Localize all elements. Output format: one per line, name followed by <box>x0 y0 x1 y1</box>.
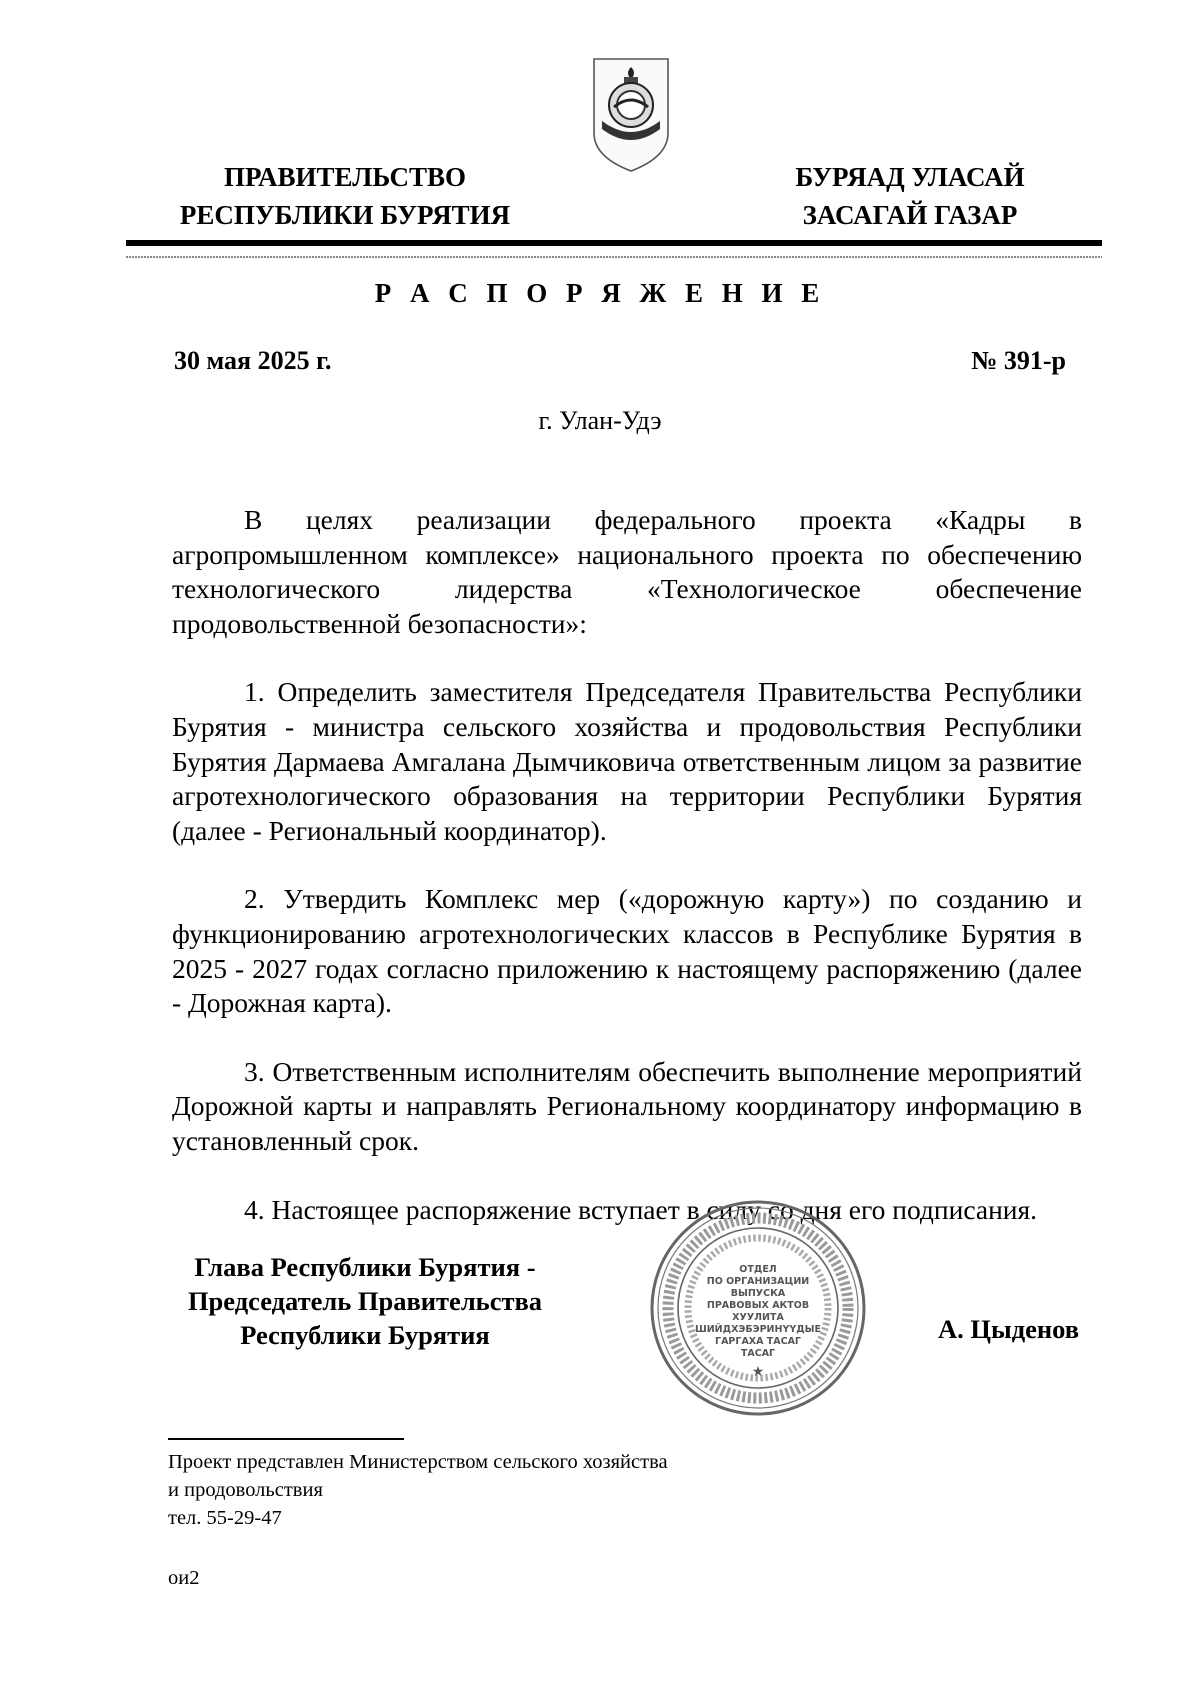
signatory-position-line1: Глава Республики Бурятия - <box>194 1252 536 1282</box>
official-seal-icon <box>648 1198 868 1418</box>
item-2-paragraph: 2. Утвердить Комплекс мер («дорожную карту») по созданию и функционированию агротехнологических классов в Республике Бурятия в 2025 - 2027 годах согласно приложению к настоящему распоряжению (далее - Дорожная карта). <box>172 883 1082 1019</box>
footer-note-line1: Проект представлен Министерством сельского хозяйства <box>168 1451 668 1473</box>
seal-text-line4: ПРАВОВЫХ АКТОВ <box>706 1300 810 1311</box>
seal-text-line7: ГАРГАХА ТАСАГ <box>715 1336 801 1347</box>
header-divider-thin <box>126 256 1102 258</box>
footer-note <box>168 1448 668 1532</box>
header-left-line1: ПРАВИТЕЛЬСТВО <box>223 162 467 192</box>
footer-note-line2: и продовольствия <box>168 1479 323 1501</box>
footer-code: ои2 <box>168 1567 200 1589</box>
signatory-position-line2: Председатель Правительства <box>187 1286 543 1316</box>
signatory-position-line3: Республики Бурятия <box>240 1320 490 1350</box>
item-3-paragraph: 3. Ответственным исполнителям обеспечить выполнение мероприятий Дорожной карты и направлять Региональному координатору информацию в установленный срок. <box>172 1055 1082 1156</box>
signatory-name: А. Цыденов <box>938 1314 1080 1344</box>
seal-text-line8: ТАСАГ <box>740 1348 776 1359</box>
document-body <box>172 503 1082 1227</box>
seal-text-line5: ХУУЛИТА <box>732 1312 784 1323</box>
header-divider-thick <box>126 240 1102 246</box>
document-city: г. Улан-Удэ <box>538 406 662 435</box>
coat-of-arms-icon <box>588 55 674 175</box>
seal-text-line2: ПО ОРГАНИЗАЦИИ <box>706 1276 810 1287</box>
svg-text:★: ★ <box>751 1365 765 1380</box>
seal-text-line6: ШИЙДХЭБЭРИНҮҮДЫЕ <box>694 1324 822 1335</box>
seal-text-line1: ОТДЕЛ <box>739 1264 777 1275</box>
signatory-position <box>160 1250 570 1352</box>
seal-text-line3: ВЫПУСКА <box>730 1288 786 1299</box>
preamble-paragraph: В целях реализации федерального проекта «Кадры в агропромышленном комплексе» национального проекта по обеспечению технологического лидерства «Технологическое обеспечение продовольственной безопасности»: <box>172 504 1082 639</box>
document-date: 30 мая 2025 г. <box>174 346 332 375</box>
header-right-line1: БУРЯАД УЛАСАЙ <box>795 162 1025 192</box>
header-government-ru <box>150 158 540 234</box>
header-left-line2: РЕСПУБЛИКИ БУРЯТИЯ <box>179 200 511 230</box>
footer-divider <box>168 1438 404 1440</box>
item-4-paragraph: 4. Настоящее распоряжение вступает в силу со дня его подписания. <box>244 1193 1038 1225</box>
header-right-line2: ЗАСАГАЙ ГАЗАР <box>802 200 1018 230</box>
item-1-paragraph: 1. Определить заместителя Председателя Правительства Республики Бурятия - министра сельского хозяйства и продовольствия Республики Бурятия Дармаева Амгалана Дымчиковича ответственным лицом за развитие агротехнологического образования на территории Республики Бурятия (далее - Региональный координатор). <box>172 676 1082 846</box>
document-title: Р А С П О Р Я Ж Е Н И Е <box>374 278 826 308</box>
footer-phone: тел. 55-29-47 <box>168 1507 282 1529</box>
header-government-bua <box>720 158 1100 234</box>
document-number: № 391-р <box>971 346 1066 375</box>
